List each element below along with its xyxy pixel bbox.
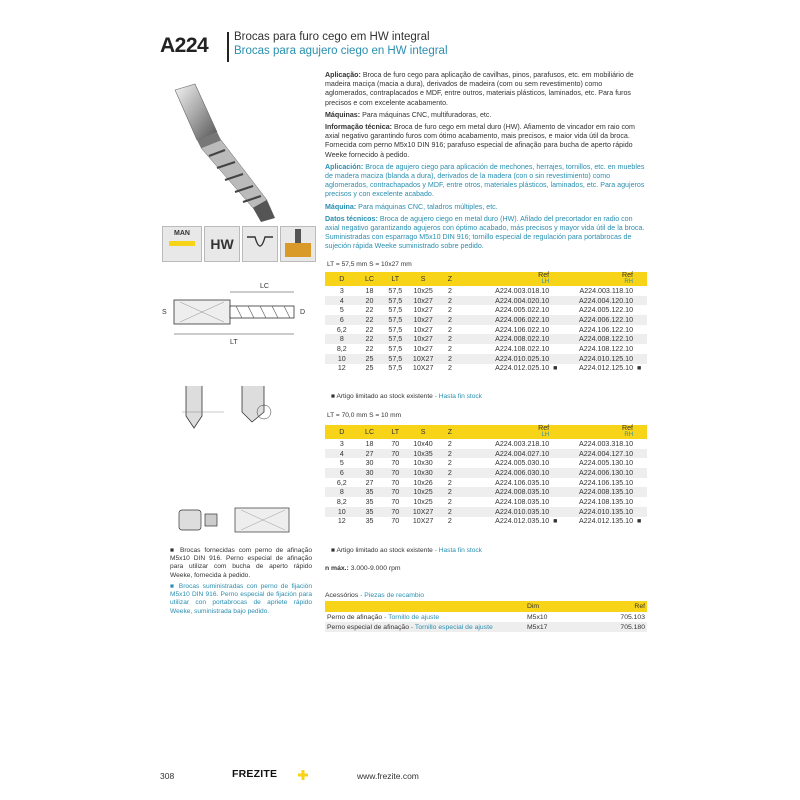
maquina-text: Para máquinas CNC, taladros múltiples, etc.	[358, 202, 498, 211]
material-icon	[280, 226, 316, 262]
rpm-info	[325, 565, 401, 572]
col-ref-rh: Ref RH	[559, 272, 635, 286]
maquina-label: Máquina:	[325, 202, 357, 211]
dim-lt: LT	[230, 339, 238, 346]
rpm-value: 3.000-9.000 rpm	[350, 565, 401, 572]
table-row: 12 25 57,5 10X27 2 A224.012.025.10 ■ A224.012.125.10 ■	[337, 364, 642, 373]
aplicacion-text: Broca de agujero ciego para aplicación de mechones, herrajes, tornillos, etc. en muebles de madera maciza (blanda a dura), derivados de la madera (con o sin revestimiento) como aglomerados, contrachapados y MDF, entre otros, materiales plásticos, laminados, etc. Para agujeros precisos y con excelente acabado.	[325, 162, 645, 199]
aplicacao-text: Broca de furo cego para aplicação de cavilhas, pinos, parafusos, etc. em mobiliário de madeira maciça (macia a dura), derivados de madeira (com ou sem revestimento) como aglomerados, contraplacados e MDF, entre outros, materiais plásticos, laminados, etc. Para furos precisos e com excelente acabamento.	[325, 71, 634, 107]
website-link[interactable]: www.frezite.com	[357, 771, 419, 781]
accessories-title-es: - Piezas de recambio	[360, 592, 424, 599]
table-row: 6 22 57,5 10x27 2 A224.006.022.10 A224.006.122.10	[325, 315, 647, 325]
accessories-section	[325, 592, 647, 632]
man-label: MAN	[174, 230, 190, 237]
table-row: 8 35 70 10x25 2 A224.008.035.10 A224.008.135.10	[325, 487, 647, 497]
spec-table-2: D LC LT S Z Ref LH Ref RH 3 18 70 10x40 2 A224.003.218.10 A224.003.318.10 4 27 70 10x35 2 A224.004.027.10 A224.004.127.10 5 30 70 10x30 2 A224.005.030.10 A224.005.130.10 6 30 70 10x30 2 A224.006.030.10 A224.006.130.10 6,2 27 70 10x26 2 A224.106.035.10 A224.106.135.10 8 35 70 10x25 2 A224.008.035.10 A224.008.135.10 8,2 35 70 10x25 2 A224.108.035.10 A224.108.135.10 10 35 70 10X27 2 A224.010.035.10 A224.010.135.10 12 35 70 10X27 2 A224.012.035.10 ■ A224.012.135.10 ■	[325, 425, 647, 526]
table-row: 5 30 70 10x30 2 A224.005.030.10 A224.005.130.10	[339, 459, 634, 468]
aplicacion-label: Aplicación:	[325, 162, 364, 171]
manual-feed-badge	[162, 226, 202, 262]
col-ref-lh: Ref LH	[464, 272, 551, 286]
info-label: Informação técnica:	[325, 123, 393, 132]
table-row: 10 25 57,5 10X27 2 A224.010.025.10 A224.010.125.10	[325, 354, 647, 364]
table-row: 3 18 70 10x40 2 A224.003.218.10 A224.003.318.10	[339, 439, 634, 448]
title-es: Brocas para agujero ciego en HW integral	[234, 45, 448, 57]
table-row: 12 35 70 10X27 2 A224.012.035.10 ■ A224.012.135.10 ■	[337, 517, 642, 526]
info-text: Broca de furo cego em metal duro (HW). Afiamento de vincador em raio com axial negativo garantindo furos com ótimo acabamento, mais precisos, e maior vida útil da broca. Fornecida com perno M5x10 DIN 916; parafuso especial de afinação para bucha de aperto rápido Weeke fornecido à pedido.	[325, 123, 635, 159]
title-divider	[227, 32, 229, 62]
table-row: 8 22 57,5 10x27 2 A224.008.022.10 A224.008.122.10	[325, 334, 647, 344]
col-d: D	[325, 272, 359, 286]
table-row: 4 27 70 10x35 2 A224.004.027.10 A224.004.127.10	[325, 449, 647, 459]
datos-label: Datos técnicos:	[325, 214, 378, 223]
table1-caption: LT = 57,5 mm S = 10x27 mm	[327, 261, 412, 268]
table2-note: ■ Artigo limitado ao stock existente - Hasta fin stock	[331, 547, 482, 554]
dim-d: D	[300, 309, 306, 316]
accessories-table: Dim Ref Perno de afinação - Tornillo de ajuste M5x10 705.103 Perno especial de afinação - Tornillo especial de ajuste M5x17 705.180	[327, 603, 645, 631]
datos-text: Broca de agujero ciego en metal duro (HW). Afilado del precortador en radio con axial negativo garantizando agujeros con óptimo acabado, más precisos y mayor vida útil de la broca. Suministradas con esparrago M5x10 DIN 916; tornillo especial de regulación para portabrocas de sujeción rápida Weeke suministrado sobre pedido.	[325, 214, 645, 251]
accessories-title-pt: Acessórios	[325, 592, 359, 599]
table2-caption: LT = 70,0 mm S = 10 mm	[327, 412, 402, 419]
brand-logo: FREZITE	[232, 768, 278, 780]
table-row: 5 22 57,5 10x27 2 A224.005.022.10 A224.005.122.10	[339, 306, 634, 315]
maquinas-text: Para máquinas CNC, multifuradoras, etc.	[362, 110, 492, 119]
maquinas-label: Máquinas:	[325, 110, 361, 119]
table-row: 3 18 57,5 10x25 2 A224.003.018.10 A224.003.118.10	[339, 286, 634, 295]
rpm-label: n máx.:	[325, 565, 349, 572]
product-code: A224	[160, 34, 209, 57]
note-es: ■ Brocas suministradas con perno de fijación M5x10 DIN 916. Perno especial de fijación para utilizar con portabrocas de apriete rápido Weeke, suministrada bajo pedido.	[170, 583, 312, 615]
dim-s: S	[162, 309, 167, 316]
cutting-geometry-drawing	[180, 382, 290, 434]
blind-hole-icon	[242, 226, 278, 262]
table-row: 8,2 22 57,5 10x27 2 A224.108.022.10 A224.108.122.10	[336, 344, 634, 353]
description-block	[325, 71, 647, 255]
aplicacao-label: Aplicação:	[325, 71, 361, 79]
spec-table-1	[325, 272, 647, 373]
title-pt: Brocas para furo cego em HW integral	[234, 31, 430, 43]
col-lc: LC	[359, 272, 381, 286]
hw-badge: HW	[204, 226, 240, 262]
page-number: 308	[160, 771, 175, 781]
table-row: 6 30 70 10x30 2 A224.006.030.10 A224.006.130.10	[325, 468, 647, 478]
table-row: 8,2 35 70 10x25 2 A224.108.035.10 A224.108.135.10	[336, 497, 634, 506]
table-row: 10 35 70 10X27 2 A224.010.035.10 A224.010.135.10	[325, 507, 647, 517]
table-row: 6,2 22 57,5 10x27 2 A224.106.022.10 A224.106.122.10	[336, 325, 634, 334]
feed-arrow-icon	[169, 241, 195, 246]
col-z: Z	[436, 272, 464, 286]
table-row: 6,2 27 70 10x26 2 A224.106.035.10 A224.106.135.10	[336, 478, 634, 487]
drill-bit-image	[165, 80, 315, 230]
shank-screw-drawing	[175, 500, 295, 540]
table-row: 4 20 57,5 10x27 2 A224.004.020.10 A224.004.120.10	[325, 296, 647, 306]
dim-lc: LC	[260, 283, 269, 290]
dimension-drawing	[160, 278, 320, 348]
table1-note: ■ Artigo limitado ao stock existente - Hasta fin stock	[331, 393, 482, 400]
note-pt: ■ Brocas fornecidas com perno de afinação M5x10 DIN 916. Perno especial de afinação para utilizar com bucha de aperto rápido Weeke, fornecida à pedido.	[170, 547, 312, 579]
col-lt: LT	[380, 272, 410, 286]
brand-mark-icon	[296, 769, 310, 781]
col-s: S	[410, 272, 436, 286]
